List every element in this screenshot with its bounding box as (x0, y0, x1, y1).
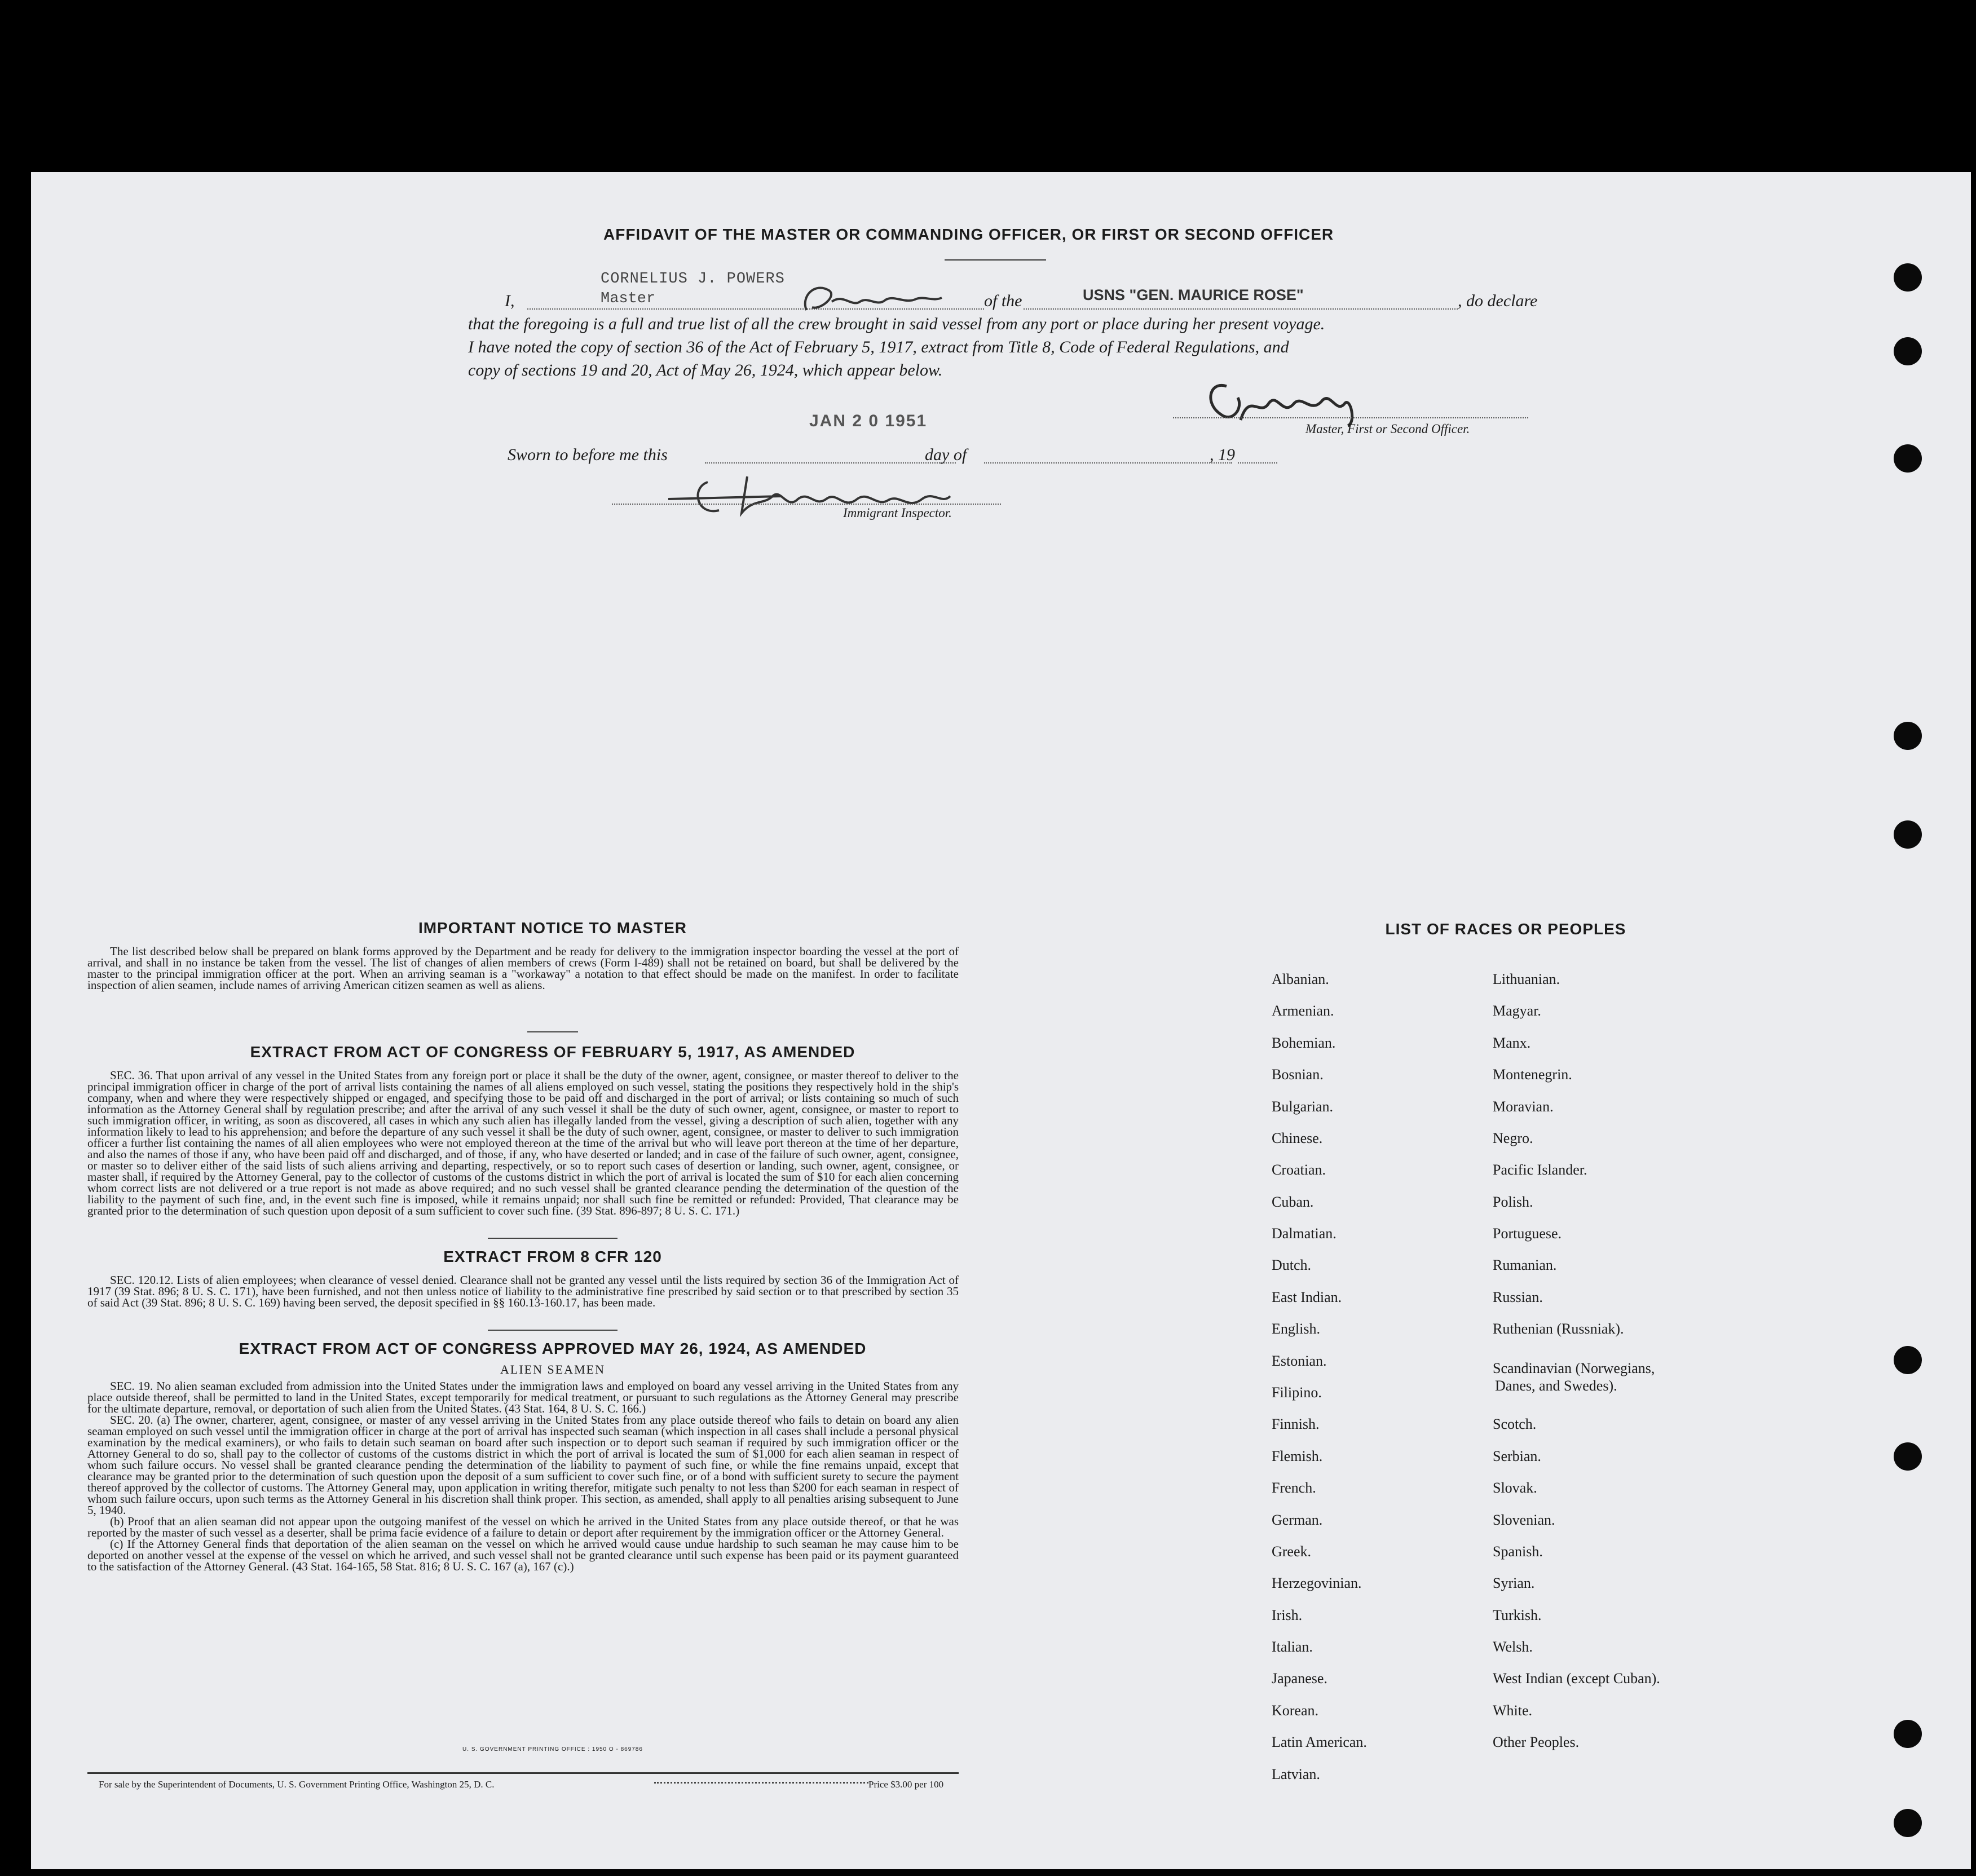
race-item: Albanian. (1272, 971, 1329, 987)
race-item: Montenegrin. (1493, 1066, 1572, 1083)
race-item: Ruthenian (Russniak). (1493, 1321, 1624, 1337)
sworn-month-line (984, 462, 1232, 464)
race-item: Latvian. (1272, 1766, 1320, 1782)
punch-hole (1894, 1809, 1922, 1837)
sale-dot-leader (654, 1782, 868, 1784)
alien-seamen-subheading: ALIEN SEAMEN (500, 1362, 605, 1376)
affidavit-line-4: copy of sections 19 and 20, Act of May 26, 1924, which appear below. (468, 361, 943, 379)
year-line (1238, 462, 1277, 464)
price-notice: Price $3.00 per 100 (868, 1779, 944, 1790)
race-item: German. (1272, 1512, 1323, 1528)
race-item: Russian. (1493, 1289, 1543, 1305)
race-item: Korean. (1272, 1702, 1319, 1719)
affidavit-line-2: that the foregoing is a full and true list of all the crew brought in said vessel from any port or place during her present voyage. (468, 315, 1325, 333)
extract-cfr-heading: EXTRACT FROM 8 CFR 120 (443, 1248, 662, 1265)
year-prefix: , 19 (1210, 445, 1235, 464)
extract-1924-heading: EXTRACT FROM ACT OF CONGRESS APPROVED MAY 26, 1924, AS AMENDED (239, 1340, 867, 1357)
sec-19-paragraph: SEC. 19. No alien seaman excluded from admission into the United States under the immigration laws and employed on board any vessel arriving in the United States from any place outside thereof, shall be permitted to land in the United States, except temporarily for medical treatment, or pursuant to such regulations as the Attorney General may prescribe for the ultimate departure, removal, or deportation of such alien from the United States. (43 Stat. 164, 8 U. S. C. 166.) (87, 1379, 959, 1415)
race-item: Welsh. (1493, 1639, 1533, 1655)
sec-20c-paragraph: (c) If the Attorney General finds that deportation of the alien seaman on the vessel on which he arrived would cause undue hardship to such seaman he may cause him to be deported on another vessel at the expense of the vessel on which he arrived, and such vessel shall not be granted clearance until such expense has been paid or its payment guaranteed to the satisfaction of the Attorney General. (43 Stat. 164-165, 58 Stat. 816; 8 U. S. C. 167 (a), 167 (c).) (87, 1537, 959, 1573)
affidavit-line-3: I have noted the copy of section 36 of the Act of February 5, 1917, extract from Title 8, Code of Federal Regulations, and (468, 338, 1289, 356)
race-item: Danes, and Swedes). (1495, 1378, 1617, 1394)
sec-120-12-paragraph: SEC. 120.12. Lists of alien employees; when clearance of vessel denied. Clearance shall not be granted any vessel until the lists required by section 36 of the Immigration Act of 1917 (39 Stat. 896; 8 U. S. C. 171), have been furnished, and not then unless notice of liability to the administrative fine prescribed by said section or to that prescribed by section 35 of said Act (39 Stat. 896; 8 U. S. C. 169) having been served, the deposit specified in §§ 160.13-160.17, has been made. (87, 1273, 959, 1309)
race-item: Scotch. (1493, 1416, 1537, 1432)
notice-rule (527, 1031, 578, 1032)
race-item: Dalmatian. (1272, 1225, 1337, 1242)
punch-hole (1894, 1346, 1922, 1374)
notice-text (87, 946, 959, 991)
extract-1917-text (87, 1070, 959, 1216)
race-item: Lithuanian. (1493, 971, 1560, 987)
pronoun-i: I, (505, 292, 515, 310)
race-item: Dutch. (1272, 1257, 1312, 1273)
notice-heading: IMPORTANT NOTICE TO MASTER (418, 919, 687, 937)
sec-36-paragraph: SEC. 36. That upon arrival of any vessel in the United States from any foreign port or place it shall be the duty of the owner, agent, consignee, or master thereof to deliver to the principal immigration officer in charge of the port of arrival lists containing the names of all aliens employed on such vessel, stating the positions they respectively hold in the ship's company, when and where they were respectively shipped or engaged, and specifying those to be paid off and discharged in the port of arrival; or lists containing so much of such information as the Attorney General shall by regulation prescribe; and after the arrival of any such vessel it shall be the duty of such owner, agent, consignee, or master to report to such immigration officer, in writing, as soon as discovered, all cases in which any such alien has illegally landed from the vessel, giving a description of such alien, together with any information likely to lead to his apprehension; and before the departure of any such vessel it shall be the duty of such owner, agent, consignee, or master to deliver to such immigration officer a further list containing the names of all alien employees who were not employed thereon at the time of the arrival but who will leave port thereon at the time of her departure, and also the names of those if any, who have been paid off and discharged, and of those, if any, who have deserted or landed; and in case of the failure of such owner, agent, consignee, or master so to deliver either of the said lists of such aliens arriving and departing, respectively, or so to report such cases of desertion or landing, such owner, agent, consignee, or master shall, if required by the Attorney General, pay to the collector of customs of the customs district in which the port of arrival is located the sum of $10 for each alien concerning whom correct lists are not delivered or a true report is not made as above required; and no such vessel shall be granted clearance pending the determination of the question of the liability to the payment of such fine, and, in the event such fine is imposed, while it remains unpaid; nor shall such fine be remitted or refunded: Provided, That clearance may be granted prior to the determination of such question upon deposit of a sum sufficient to cover such fine. (39 Stat. 896-897; 8 U. S. C. 171.) (87, 1069, 959, 1217)
race-item: Finnish. (1272, 1416, 1320, 1432)
sec-20a-paragraph: SEC. 20. (a) The owner, charterer, agent, consignee, or master of any vessel arriving in the United States from any place outside thereof who fails to detain on board any alien seaman employed on such vessel until the immigration officer in charge at the port of arrival has inspected such seaman (which inspection in all cases shall include a personal physical examination by the medical examiners), or who fails to detain such seaman on board after such inspection or to deport such seaman if required by such immigration officer or the Attorney General to do so, shall pay to the collector of customs of the customs district in which the port of arrival is located the sum of $1,000 for each alien seaman in respect of whom such failure occurs. No vessel shall be granted clearance pending the determination of the liability to payment of such fine, or while the fine remains unpaid, except that clearance may be granted prior to the determination of such question upon the deposit of a sum sufficient to cover such fine, or of a bond with sufficient surety to secure the payment thereof approved by the collector of customs. The Attorney General may, upon application in writing therefor, mitigate such penalty to not less than $200 for each seaman in respect of whom such failure occurs, upon such terms as the Attorney General in his discretion shall think proper. This section, as amended, shall apply to all penalties arising subsequent to June 5, 1940. (87, 1413, 959, 1517)
footer-rule (87, 1772, 959, 1774)
race-item: Slovak. (1493, 1480, 1537, 1496)
affidavit-title: AFFIDAVIT OF THE MASTER OR COMMANDING OFFICER, OR FIRST OR SECOND OFFICER (603, 226, 1334, 243)
typed-master-name: CORNELIUS J. POWERS (601, 271, 785, 288)
race-item: Filipino. (1272, 1384, 1322, 1401)
sworn-day-line (705, 462, 956, 464)
gpo-imprint: U. S. GOVERNMENT PRINTING OFFICE : 1950 O - 869786 (462, 1746, 643, 1753)
race-item: Magyar. (1493, 1003, 1541, 1019)
race-item: Moravian. (1493, 1098, 1554, 1115)
document-sheet (31, 172, 1971, 1869)
race-item: Japanese. (1272, 1670, 1327, 1687)
race-item: French. (1272, 1480, 1316, 1496)
race-item: Croatian. (1272, 1162, 1326, 1178)
race-item: White. (1493, 1702, 1533, 1719)
race-item: Latin American. (1272, 1734, 1367, 1750)
punch-hole (1894, 337, 1922, 365)
inspector-signature (657, 465, 1018, 522)
notice-paragraph: The list described below shall be prepared on blank forms approved by the Department and be ready for delivery to the immigration inspector boarding the vessel at the port of arrival, and shall in no instance be taken from the vessel. The list of changes of alien members of crews (Form I-489) shall not be retained on board, but shall be delivered by the master to the principal immigration officer at the port. When an arriving seaman is a "workaway" a notation to that effect should be made on the manifest. In order to facilitate inspection of alien seamen, include names of arriving American citizen seamen as well as aliens. (87, 944, 959, 992)
race-item: Greek. (1272, 1543, 1312, 1560)
inspector-line (612, 504, 1001, 505)
race-item: Rumanian. (1493, 1257, 1557, 1273)
race-item: Chinese. (1272, 1130, 1323, 1146)
sworn-label: Sworn to before me this (508, 445, 668, 464)
race-item: Portuguese. (1493, 1225, 1562, 1242)
race-item: Negro. (1493, 1130, 1533, 1146)
title-rule (945, 259, 1046, 261)
punch-hole (1894, 820, 1922, 849)
race-item: Polish. (1493, 1194, 1533, 1210)
do-declare-label: , do declare (1458, 292, 1538, 310)
race-item: Slovenian. (1493, 1512, 1555, 1528)
race-item: Manx. (1493, 1035, 1531, 1051)
race-item: Serbian. (1493, 1448, 1541, 1464)
race-item: Armenian. (1272, 1003, 1334, 1019)
race-item: Herzegovinian. (1272, 1575, 1362, 1591)
race-item: Syrian. (1493, 1575, 1535, 1591)
sec-20b-paragraph: (b) Proof that an alien seaman did not appear upon the outgoing manifest of the vessel on which he arrived in the United States from any place outside thereof, or that he was reported by the master of such vessel as a deserter, shall be prima facie evidence of a failure to detain or deport after requirement by the immigration officer or the Attorney General. (87, 1515, 959, 1539)
of-the-label: of the (984, 292, 1022, 310)
day-of-label: day of (925, 445, 967, 464)
extract-cfr-text (87, 1274, 959, 1308)
extract-cfr-rule (488, 1330, 618, 1331)
race-item: Estonian. (1272, 1353, 1327, 1369)
race-item: Flemish. (1272, 1448, 1323, 1464)
sale-notice: For sale by the Superintendent of Documents, U. S. Government Printing Office, Washington 25, D. C. (99, 1779, 495, 1790)
punch-hole (1894, 1442, 1922, 1471)
punch-hole (1894, 1720, 1922, 1748)
race-item: East Indian. (1272, 1289, 1342, 1305)
punch-hole (1894, 444, 1922, 473)
signature-label: Master, First or Second Officer. (1305, 422, 1470, 436)
race-item: Bulgarian. (1272, 1098, 1334, 1115)
race-item: Scandinavian (Norwegians, (1493, 1360, 1655, 1376)
punch-hole (1894, 263, 1922, 292)
signature-line (1173, 417, 1528, 418)
race-item: Bohemian. (1272, 1035, 1336, 1051)
race-item: English. (1272, 1321, 1320, 1337)
race-item: Spanish. (1493, 1543, 1543, 1560)
vessel-line (1024, 308, 1458, 310)
race-item: Cuban. (1272, 1194, 1314, 1210)
vessel-name-stamp: USNS "GEN. MAURICE ROSE" (1083, 286, 1304, 303)
race-item: West Indian (except Cuban). (1493, 1670, 1660, 1687)
extract-1917-rule (488, 1238, 618, 1239)
race-item: Pacific Islander. (1493, 1162, 1587, 1178)
race-item: Other Peoples. (1493, 1734, 1580, 1750)
race-item: Irish. (1272, 1607, 1303, 1623)
extract-1917-heading: EXTRACT FROM ACT OF CONGRESS OF FEBRUARY 5, 1917, AS AMENDED (250, 1043, 855, 1061)
typed-master-rank: Master (601, 290, 656, 307)
punch-hole (1894, 722, 1922, 750)
race-item: Italian. (1272, 1639, 1313, 1655)
races-heading: LIST OF RACES OR PEOPLES (1385, 920, 1626, 938)
race-item: Turkish. (1493, 1607, 1542, 1623)
race-item: Bosnian. (1272, 1066, 1324, 1083)
inspector-label: Immigrant Inspector. (843, 506, 952, 520)
date-stamp: JAN 2 0 1951 (809, 412, 928, 430)
extract-1924-text (87, 1380, 959, 1572)
